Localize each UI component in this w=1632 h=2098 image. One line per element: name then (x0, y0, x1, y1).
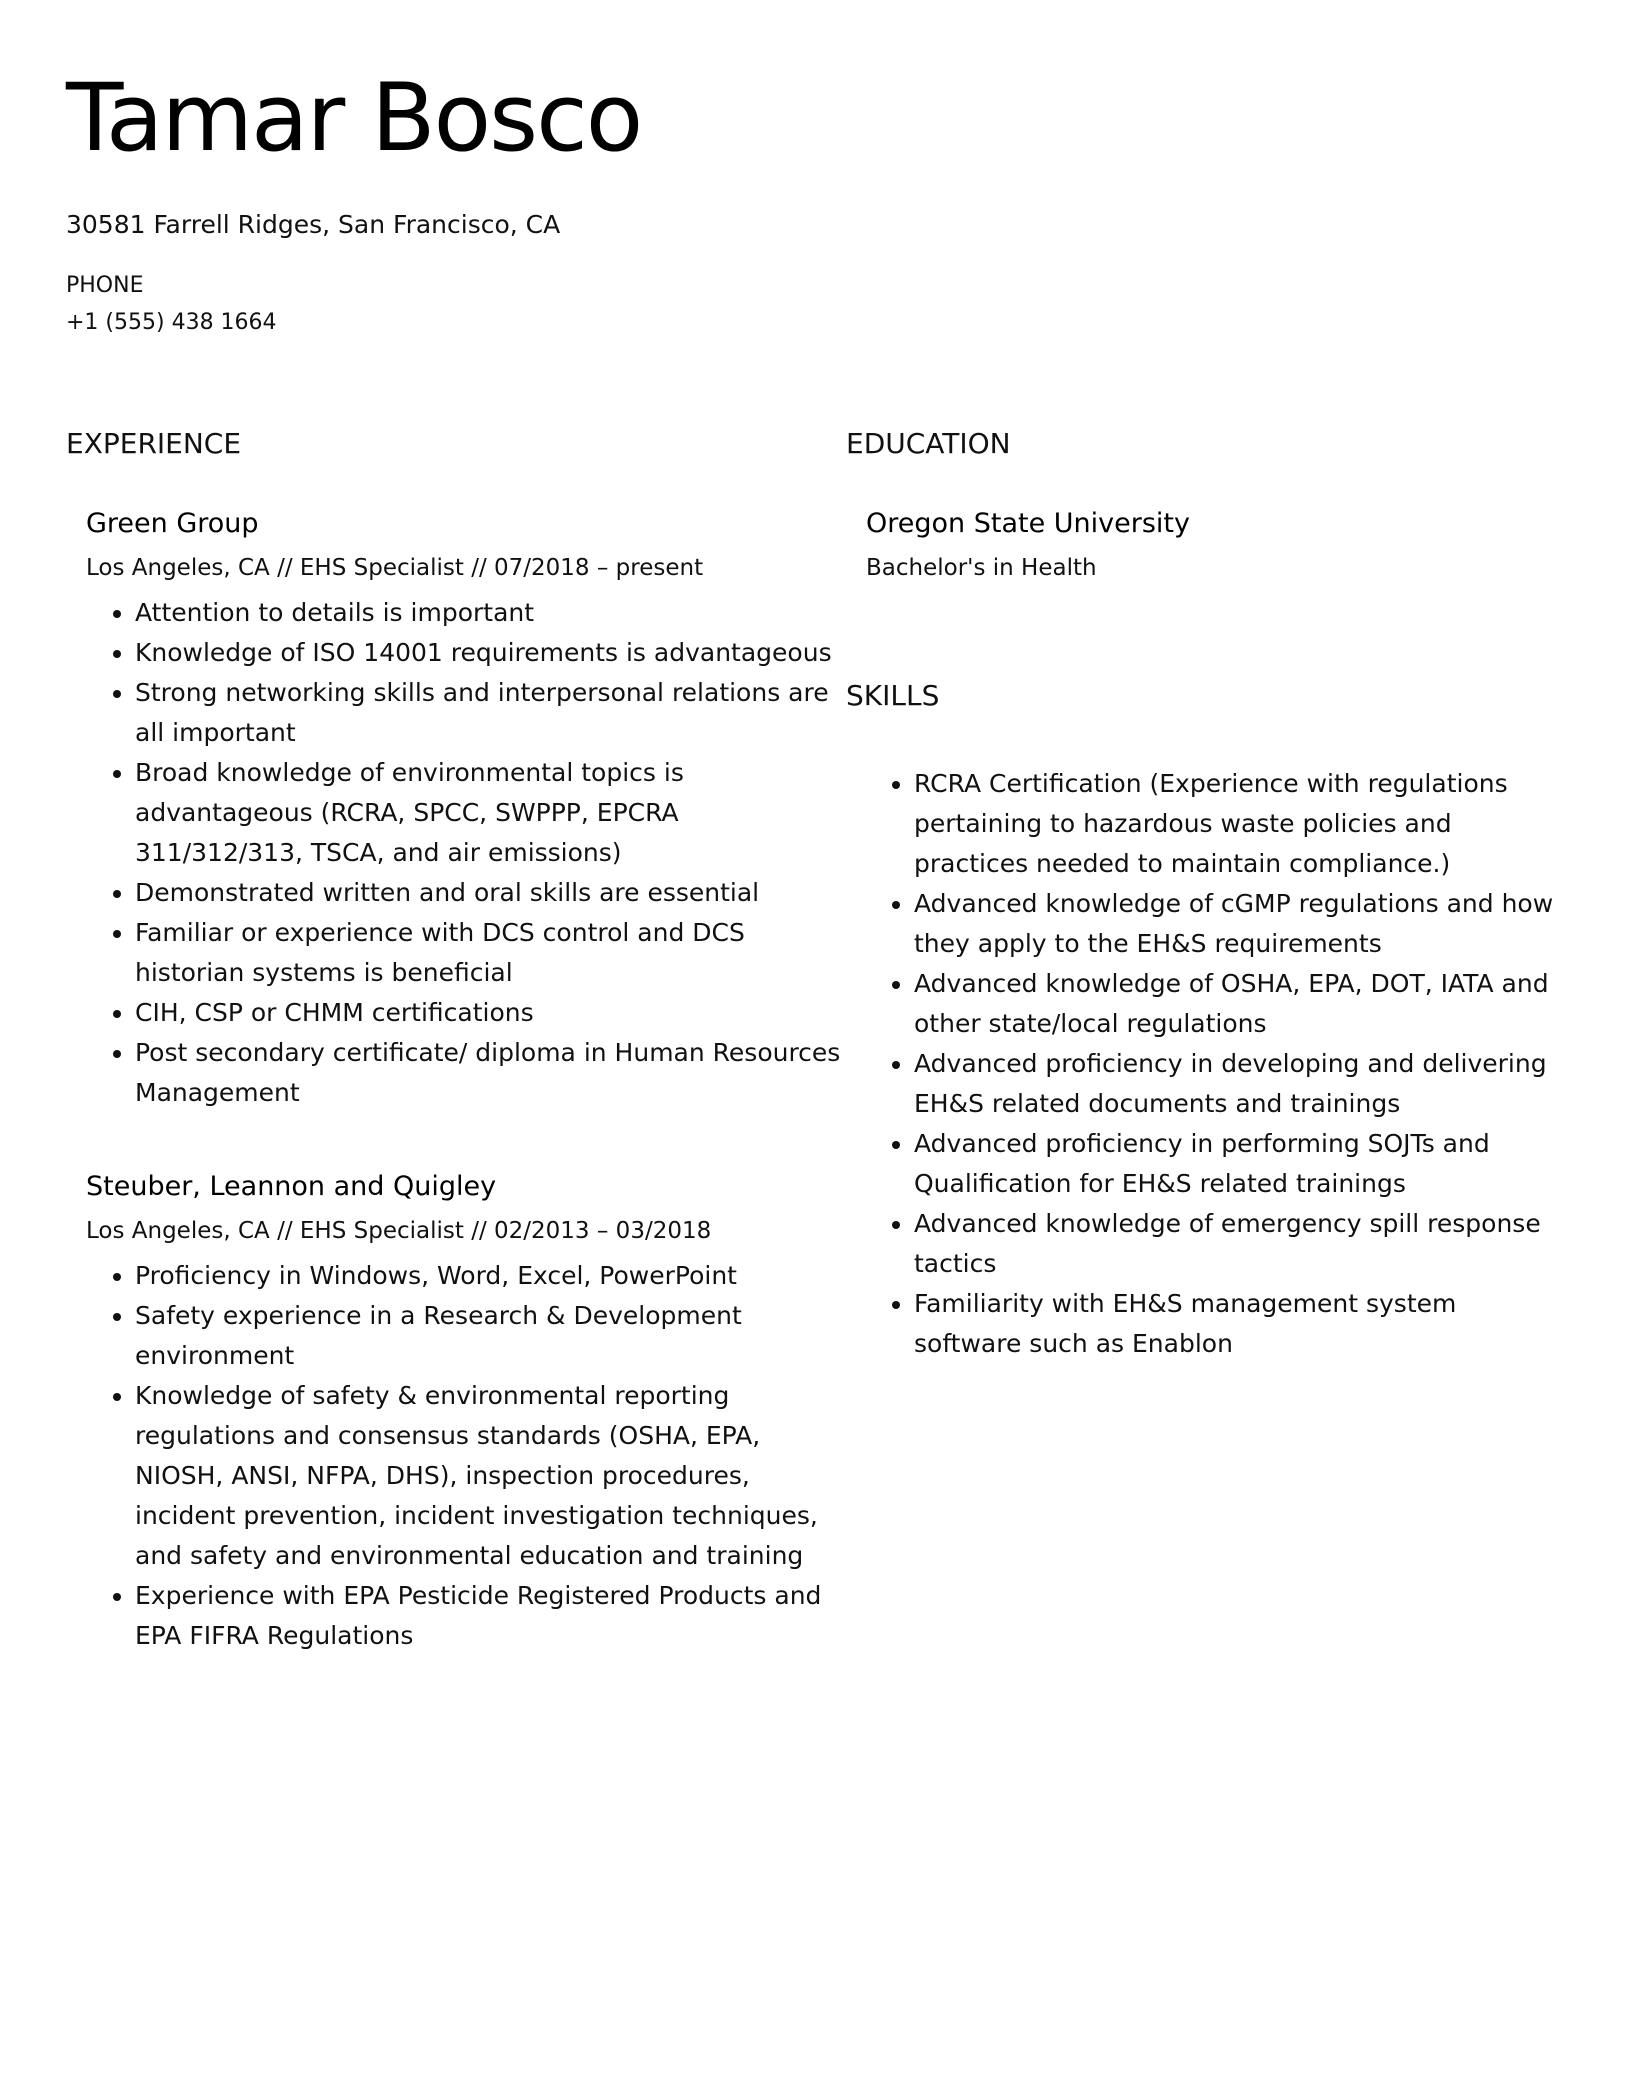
company-name: Green Group (86, 508, 259, 539)
phone-label: PHONE (66, 273, 144, 298)
right-column (846, 427, 1566, 1656)
list-item: • Experience with EPA Pesticide Registered Products and EPA FIFRA Regulations (135, 1576, 846, 1656)
list-item: • Knowledge of ISO 14001 requirements is advantageous (135, 633, 846, 673)
experience-heading: EXPERIENCE (66, 427, 242, 460)
list-item: • Broad knowledge of environmental topics is advantageous (RCRA, SPCC, SWPPP, EPCRA 311/312/313, TSCA, and air emissions) (135, 753, 846, 873)
list-item: • Advanced knowledge of emergency spill response tactics (914, 1204, 1566, 1284)
list-item: • Advanced proficiency in performing SOJTs and Qualification for EH&S related trainings (914, 1124, 1566, 1204)
list-item: • Knowledge of safety & environmental reporting regulations and consensus standards (OSHA, EPA, NIOSH, ANSI, NFPA, DHS), inspection procedures, incident prevention, incident investigation techniques, and safety and environmental education and training (135, 1376, 846, 1576)
list-item: • RCRA Certification (Experience with regulations pertaining to hazardous waste policies and practices needed to maintain compliance.) (914, 764, 1566, 884)
list-item: • Proficiency in Windows, Word, Excel, PowerPoint (135, 1256, 846, 1296)
job-meta: Los Angeles, CA // EHS Specialist // 02/2013 – 03/2018 (86, 1218, 712, 1244)
list-item: • CIH, CSP or CHMM certifications (135, 993, 846, 1033)
list-item: • Post secondary certificate/ diploma in Human Resources Management (135, 1033, 846, 1113)
degree: Bachelor's in Health (866, 555, 1097, 581)
company-name: Steuber, Leannon and Quigley (86, 1171, 497, 1202)
experience-entry (66, 1171, 846, 1656)
skills-heading: SKILLS (846, 679, 940, 712)
list-item: • Advanced proficiency in developing and delivering EH&S related documents and trainings (914, 1044, 1566, 1124)
education-heading: EDUCATION (846, 427, 1011, 460)
experience-bullets (86, 1256, 846, 1656)
list-item: • Familiarity with EH&S management system software such as Enablon (914, 1284, 1566, 1364)
list-item: • Familiar or experience with DCS control and DCS historian systems is beneficial (135, 913, 846, 993)
list-item: • Demonstrated written and oral skills are essential (135, 873, 846, 913)
address: 30581 Farrell Ridges, San Francisco, CA (66, 210, 561, 239)
skills-list (846, 764, 1566, 1364)
list-item: • Advanced knowledge of cGMP regulations and how they apply to the EH&S requirements (914, 884, 1566, 964)
resume-columns (66, 427, 1572, 1656)
list-item: • Attention to details is important (135, 593, 846, 633)
candidate-name: Tamar Bosco (66, 64, 642, 173)
skills-section (846, 679, 1566, 1364)
experience-section (66, 427, 846, 1656)
experience-entry (66, 508, 846, 1113)
list-item: • Safety experience in a Research & Development environment (135, 1296, 846, 1376)
experience-bullets (86, 593, 846, 1113)
job-meta: Los Angeles, CA // EHS Specialist // 07/2018 – present (86, 555, 704, 581)
list-item: • Strong networking skills and interpersonal relations are all important (135, 673, 846, 753)
phone-value: +1 (555) 438 1664 (66, 310, 277, 335)
list-item: • Advanced knowledge of OSHA, EPA, DOT, IATA and other state/local regulations (914, 964, 1566, 1044)
school-name: Oregon State University (866, 508, 1190, 539)
education-entry (846, 508, 1566, 581)
